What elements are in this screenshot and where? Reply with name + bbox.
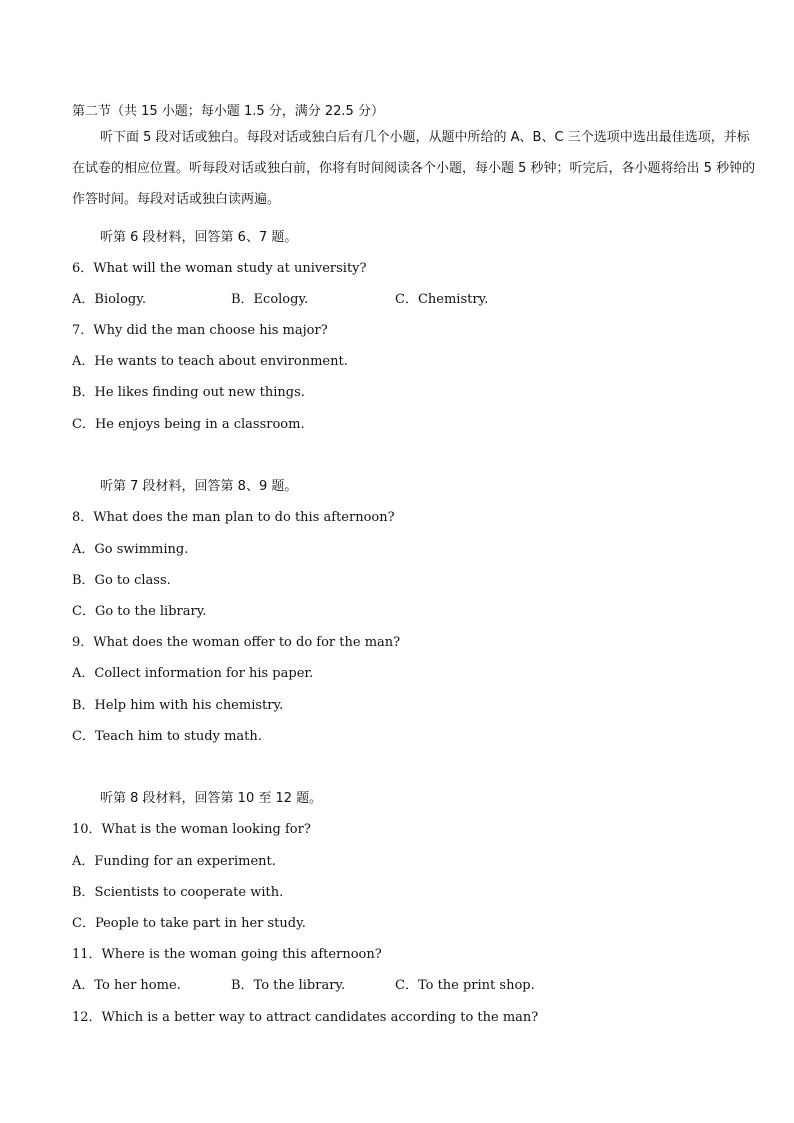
question-stem: 9．What does the woman offer to do for the man? [72,635,401,650]
option-c[interactable]: C．Chemistry. [395,292,489,307]
option-b[interactable]: B．Scientists to cooperate with. [72,885,284,900]
option-b[interactable]: B．To the library. [231,978,346,993]
group-header: 听第 6 段材料，回答第 6、7 题。 [100,230,298,245]
option-c[interactable]: C．To the print shop. [395,978,535,993]
option-a[interactable]: A．Go swimming. [72,542,189,557]
option-b[interactable]: B．Ecology. [231,292,309,307]
group-header: 听第 7 段材料，回答第 8、9 题。 [100,479,298,494]
question-stem: 12．Which is a better way to attract candidates according to the man? [72,1010,539,1025]
group-header: 听第 8 段材料，回答第 10 至 12 题。 [100,791,323,806]
option-b[interactable]: B．Help him with his chemistry. [72,698,284,713]
question-stem: 6．What will the woman study at university? [72,261,367,276]
option-c[interactable]: C．Go to the library. [72,604,207,619]
option-a[interactable]: A．Collect information for his paper. [72,666,314,681]
section-heading: 第二节（共 15 小题；每小题 1.5 分，满分 22.5 分） [72,104,384,119]
instructions-paragraph: 听下面 5 段对话或独白。每段对话或独白后有几个小题，从题中所给的 A、B、C 三个选项中选出最佳选项，并标在试卷的相应位置。听每段对话或独白前，你将有时间阅读各个小题，每小题 5 秒钟；听完后，各小题将给出 5 秒钟的作答时间。每段对话或独白读两遍。 [72,130,756,207]
option-a[interactable]: A．To her home. [72,978,181,993]
question-stem: 10．What is the woman looking for? [72,822,311,837]
option-b[interactable]: B．He likes finding out new things. [72,385,305,400]
option-a[interactable]: A．Funding for an experiment. [72,854,276,869]
option-b[interactable]: B．Go to class. [72,573,171,588]
option-a[interactable]: A．He wants to teach about environment. [72,354,348,369]
question-stem: 7．Why did the man choose his major? [72,323,328,338]
option-c[interactable]: C．He enjoys being in a classroom. [72,417,305,432]
option-a[interactable]: A．Biology. [72,292,146,307]
option-c[interactable]: C．Teach him to study math. [72,729,262,744]
option-c[interactable]: C．People to take part in her study. [72,916,306,931]
question-stem: 8．What does the man plan to do this afternoon? [72,510,395,525]
question-stem: 11．Where is the woman going this afternoon? [72,947,382,962]
